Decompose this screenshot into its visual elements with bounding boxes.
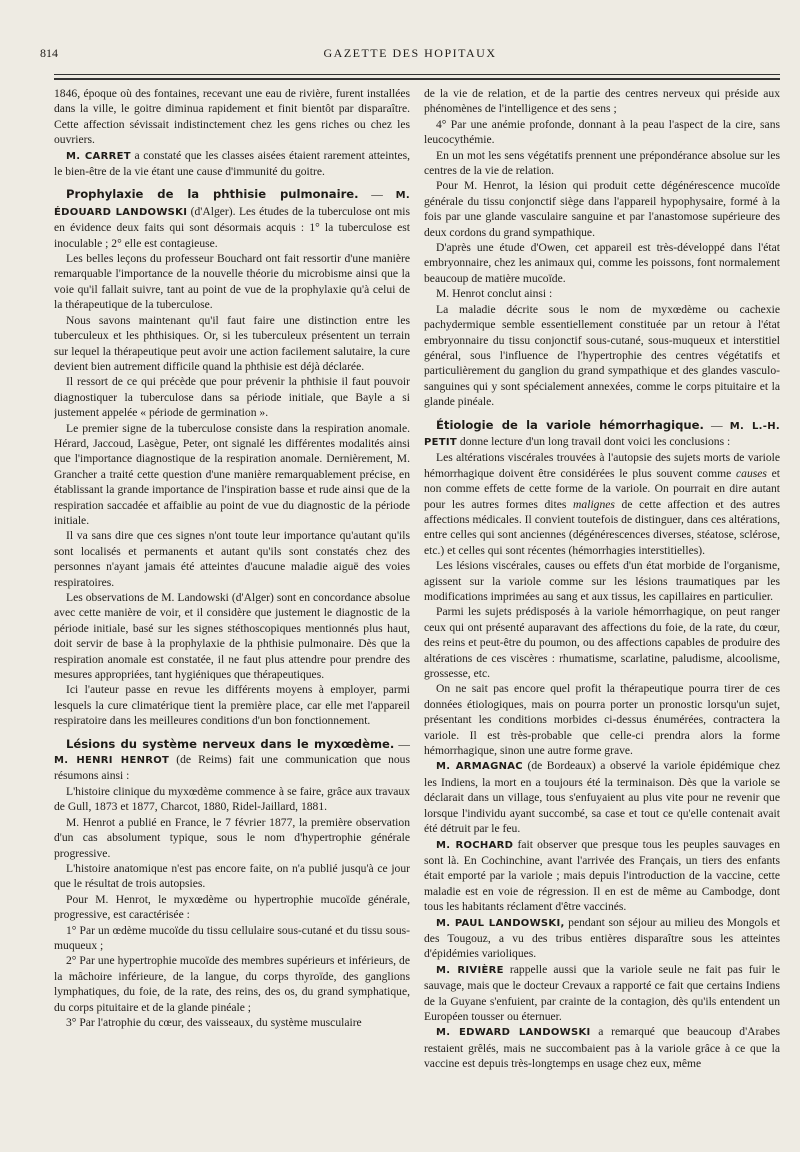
list-item: 3° Par l'atrophie du cœur, des vaisseaux, du système musculaire [66, 1015, 362, 1029]
page-header [40, 44, 780, 64]
section-title: Prophylaxie de la phthisie pulmonaire. [66, 187, 359, 202]
person-name: M. CARRET [66, 150, 131, 162]
paragraph: Parmi les sujets prédisposés à la variole hémorrhagique, on peut ranger ceux qui ont présenté auparavant des affections du foie, de la rate, du cœur, des reins et peut-être du poumon, ou des affections capables de produire des altérations de ces viscères : rhumatisme, scarlatine, paludisme, alcoolisme, grossesse, etc. [424, 605, 780, 681]
paragraph: Le premier signe de la tuberculose consiste dans la respiration anomale. Hérard, Jaccoud, Lasègue, Peter, ont signalé les différentes modalités ainsi que l'importance diagnostique de la respiration anomale. Dernièrement, M. Grancher a traité cette question d'une manière remarquablement précise, en établissant la grande importance de l'inspiration basse et rude ainsi que de la respiration saccadée et affaiblie au point de vue du diagnostic de la période initiale. [54, 421, 410, 527]
person-name: M. ARMAGNAC [436, 761, 523, 773]
person-name: M. PAUL LANDOWSKI, [436, 917, 565, 929]
paragraph: D'après une étude d'Owen, cet appareil est très-développé dans l'état embryonnaire, chez les animaux qui, comme les poissons, font normalement beaucoup de matière mucoïde. [424, 241, 780, 285]
paragraph: En un mot les sens végétatifs prennent une prépondérance absolue sur les centres de la vie de relation. [424, 148, 780, 178]
person-name: M. EDWARD LANDOWSKI [436, 1027, 591, 1039]
italic-term: causes [736, 466, 767, 480]
person-name: M. ROCHARD [436, 839, 514, 851]
section-author: M. HENRI HENROT [54, 755, 170, 767]
paragraph: Les lésions viscérales, causes ou effets d'un état morbide de l'organisme, agissent sur la variole comme sur les lésions traumatiques par les modifications imprimées au sang et aux tissus, les capillaires en particulier. [424, 559, 780, 603]
paragraph: Il ressort de ce qui précède que pour prévenir la phthisie il faut pouvoir diagnostiquer la tuberculose dans sa période initiale, que Bayle a si justement appelée « période de germination ». [54, 375, 410, 420]
paragraph: Pour M. Henrot, le myxœdème ou hypertrophie mucoïde générale, progressive, est caractérisée : [54, 892, 410, 922]
paragraph: de la vie de relation, et de la partie des centres nerveux qui préside aux phénomènes de l'intelligence et des sens ; [424, 87, 780, 116]
section-paragraph: Prophylaxie de la phthisie pulmonaire. — M. ÉDOUARD LANDOWSKI (d'Alger). Les études de la tuberculose ont mis en évidence deux faits qui sont désormais acquis : 1° la tuberculose est inoculable ; 2° elle est contagieuse. [54, 187, 410, 250]
paragraph: Les observations de M. Landowski (d'Alger) sont en concordance absolue avec cette manière de voir, et il considère que justement le diagnostic de la période initiale, basé sur les signes stéthoscopiques mentionnés plus haut, doit servir de base à la prophylaxie de la phthisie pulmonaire. Dès que la respiration anomale est constatée, il ne faut plus attendre pour prendre des mesures appropriées, tant hygiéniques que thérapeutiques. [54, 591, 410, 682]
paragraph: M. EDWARD LANDOWSKI a remarqué que beaucoup d'Arabes restaient grêlés, mais ne succombaient pas à la variole grâce à ce que la vaccine est depuis très-longtemps en usage chez eux, même [424, 1025, 780, 1071]
section-title: Étiologie de la variole hémorrhagique. [436, 417, 704, 432]
paragraph: Il va sans dire que ces signes n'ont toute leur importance qu'autant qu'ils sont localisés et permanents et autant qu'ils sont constatés chez des personnes n'ayant jamais été atteintes d'aucune maladie aiguë des voies respiratoires. [54, 529, 410, 589]
header-rule-thin [54, 74, 780, 75]
person-name: M. RIVIÈRE [436, 964, 504, 976]
page-number: 814 [40, 46, 58, 60]
paragraph: Pour M. Henrot, la lésion qui produit cette dégénérescence mucoïde générale du tissu conjonctif siège dans l'appareil hypophysaire, formé à la fois par une glande vasculaire sanguine et par l'anastomose supérieure des deux cordons du grand sympathique. [424, 179, 780, 239]
italic-term: malignes [573, 497, 615, 511]
header-rule-thick [54, 78, 780, 80]
paragraph: L'histoire clinique du myxœdème commence à se faire, grâce aux travaux de Gull, 1873 et 1877, Charcot, 1880, Ridel-Jaillard, 1881. [54, 784, 410, 814]
paragraph: La maladie décrite sous le nom de myxœdème ou cachexie pachydermique semble essentiellement constituée par un retour à l'état embryonnaire du tissu conjonctif sous-cutané, sous-muqueux et interstitiel général, sous l'influence de l'hypertrophie des centres végétatifs et particulièrement du ganglion du grand sympathique et des glandes vasculo-sanguines qui y sont spécialement annexées, comme le corps pituitaire et la glande pinéale. [424, 302, 780, 409]
section-paragraph: Étiologie de la variole hémorrhagique. — M. L.-H. PETIT donne lecture d'un long travail dont voici les conclusions : [424, 417, 780, 448]
paragraph: Les belles leçons du professeur Bouchard ont fait ressortir d'une manière remarquable l'importance de la nouvelle théorie du microbisme ainsi que la voie qu'il fallait suivre, tant au point de vue de la prophylaxie qu'à celui de la thérapeutique de la tuberculose. [54, 252, 410, 312]
paragraph: On ne sait pas encore quel profit la thérapeutique pourra tirer de ces données étiologiques, mais on pourra porter un pronostic lorsqu'un sujet, présentant les conditions morbides ci-dessus énumérées, contractera la variole. Il est très-probable que celle-ci prendra alors la forme hémorrhagique, sinon une autre forme grave. [424, 682, 780, 758]
list-item: 4° Par une anémie profonde, donnant à la peau l'aspect de la cire, sans leucocythémie. [424, 117, 780, 147]
running-title: GAZETTE DES HOPITAUX [323, 46, 497, 60]
paragraph: Ici l'auteur passe en revue les différents moyens à employer, parmi lesquels la cure climatérique tient la première place, car elle met l'appareil respiratoire dans les meilleures conditions d'un bon fonctionnement. [54, 683, 410, 728]
list-item: 1° Par un œdème mucoïde du tissu cellulaire sous-cutané et du tissu sous-muqueux ; [54, 923, 410, 952]
paragraph: 1846, époque où des fontaines, recevant une eau de rivière, furent installées dans la ville, le goitre diminua rapidement et finit bientôt par disparaître. Cette affection sévissait indistinctement chez les gens riches ou chez les ouvriers. [54, 87, 410, 147]
paragraph: M. Henrot a publié en France, le 7 février 1877, la première observation d'un cas absolument typique, sous le nom d'hypertrophie générale progressive. [54, 815, 410, 860]
left-column [54, 86, 410, 1146]
paragraph: M. PAUL LANDOWSKI, pendant son séjour au milieu des Mongols et des Tougouz, a vu des tribus entières disparaître sous les atteintes d'épidémies varioliques. [424, 915, 780, 961]
section-title: Lésions du système nerveux dans le myxœdème. [66, 736, 395, 751]
right-column [424, 86, 780, 1146]
paragraph: M. ARMAGNAC (de Bordeaux) a observé la variole épidémique chez les Indiens, la mort en a toujours été la terminaison. Dès que la variole se déclarait dans un village, tous s'enfuyaient au plus vite pour ne revenir que lorsque l'individu ayant succombé, sa case et tout ce qu'elle contenait avait été détruit par le feu. [424, 759, 780, 836]
paragraph: L'histoire anatomique n'est pas encore faite, on n'a publié jusqu'à ce jour que le résultat de trois autopsies. [54, 861, 410, 891]
paragraph: M. Henrot conclut ainsi : [436, 287, 553, 301]
section-author: M. L.-H. PETIT [424, 420, 780, 448]
section-paragraph: Lésions du système nerveux dans le myxœdème. — M. HENRI HENROT (de Reims) fait une communication que nous résumons ainsi : [54, 736, 410, 783]
paragraph: Nous savons maintenant qu'il faut faire une distinction entre les tuberculeux et les phthisiques. Or, si les tuberculeux présentent un terrain sur lequel la thérapeutique peut avoir une action facilement salutaire, la cure devient bien autrement difficile quand la phthisie est déjà déclarée. [54, 313, 410, 373]
paragraph: Les altérations viscérales trouvées à l'autopsie des sujets morts de variole hémorrhagique doivent être considérées le plus souvent comme causes et non comme effets de cette forme de la variole. On pourrait en dire autant pour les autres formes dites malignes de cette affection et des autres affections médicales. Il convient toutefois de distinguer, dans ces altérations, entre celles qui sont anciennes (dégénérescences diverses, stéatose, sclérose, etc.) et celles qui sont récentes (hémorrhagies interstitielles). [424, 451, 780, 557]
paragraph: M. RIVIÈRE rappelle aussi que la variole seule ne fait pas fuir le sauvage, mais que le docteur Crevaux a rapporté ce fait que certains Indiens de la Guyane s'enfuient, par crainte de la contagion, dès qu'ils entendent un Européen tousser ou éternuer. [424, 962, 780, 1023]
list-item: 2° Par une hypertrophie mucoïde des membres supérieurs et inférieurs, de la mâchoire inférieure, de la langue, du corps thyroïde, des ganglions lymphatiques, du foie, de la rate, des reins, des os, du grand symphatique, du corps pituitaire et de la glande pinéale ; [54, 954, 410, 1014]
paragraph: M. CARRET a constaté que les classes aisées étaient rarement atteintes, le bien-être de la vie étant une cause d'immunité du goitre. [54, 148, 410, 179]
paragraph: M. ROCHARD fait observer que presque tous les peuples sauvages en sont là. En Cochinchine, avant l'arrivée des Français, un tiers des enfants était emporté par la variole ; mais depuis l'introduction de la vaccine, cette maladie est en voie de régression. Il en est de même au Cambodge, dont tous les habitants réclament d'être vaccinés. [424, 837, 780, 914]
section-author: M. ÉDOUARD LANDOWSKI [54, 190, 410, 218]
